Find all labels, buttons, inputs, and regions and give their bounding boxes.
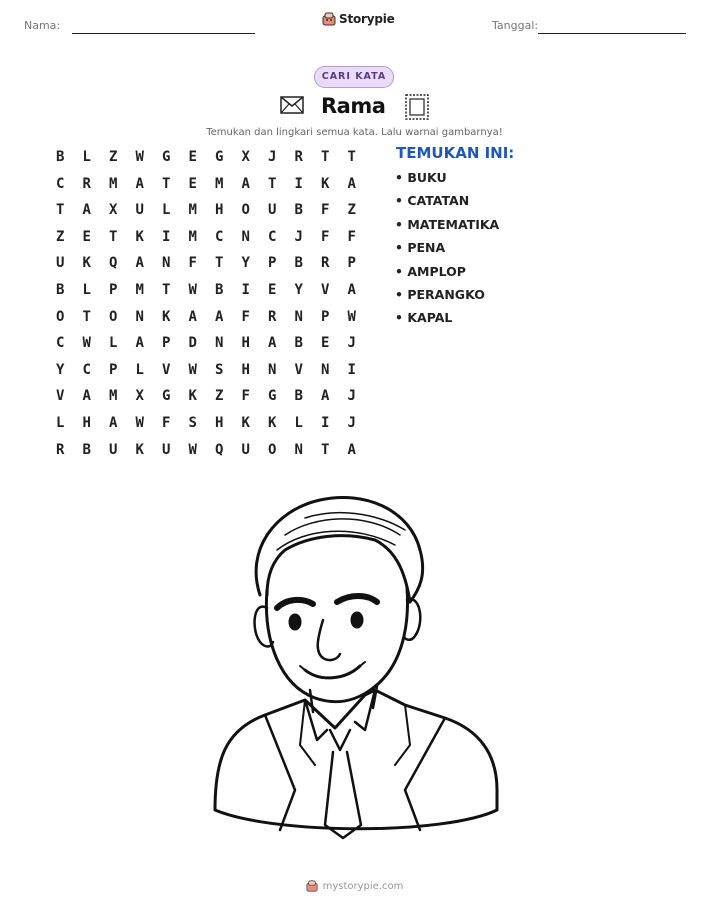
- grid-letter[interactable]: W: [82, 335, 91, 352]
- grid-letter[interactable]: M: [215, 175, 224, 192]
- brand-name: Storypie: [339, 12, 395, 26]
- name-line[interactable]: [72, 33, 255, 34]
- grid-letter[interactable]: T: [162, 175, 171, 192]
- grid-letter[interactable]: E: [188, 175, 197, 192]
- grid-letter[interactable]: H: [241, 361, 250, 378]
- grid-letter[interactable]: A: [82, 388, 91, 405]
- grid-letter[interactable]: Z: [347, 202, 356, 219]
- grid-letter[interactable]: M: [188, 202, 197, 219]
- grid-letter[interactable]: J: [347, 388, 356, 405]
- grid-letter[interactable]: N: [215, 335, 224, 352]
- grid-letter[interactable]: E: [188, 149, 197, 165]
- grid-row: [47, 280, 365, 307]
- grid-letter[interactable]: F: [241, 388, 250, 405]
- grid-letter[interactable]: P: [162, 335, 171, 352]
- grid-letter[interactable]: J: [347, 414, 356, 431]
- grid-letter[interactable]: W: [188, 281, 197, 298]
- grid-letter[interactable]: S: [215, 361, 224, 378]
- grid-letter[interactable]: A: [135, 255, 144, 272]
- grid-letter[interactable]: O: [109, 308, 118, 325]
- grid-row: [47, 200, 365, 227]
- grid-letter[interactable]: F: [321, 202, 330, 219]
- grid-letter[interactable]: I: [162, 228, 171, 245]
- grid-letter[interactable]: A: [109, 414, 118, 431]
- grid-letter[interactable]: R: [294, 149, 303, 165]
- grid-letter[interactable]: V: [294, 361, 303, 378]
- grid-letter[interactable]: A: [215, 308, 224, 325]
- grid-letter[interactable]: T: [82, 308, 91, 325]
- grid-letter[interactable]: N: [162, 255, 171, 272]
- envelope-icon: [280, 96, 304, 114]
- grid-row: [47, 253, 365, 280]
- grid-letter[interactable]: O: [56, 308, 65, 325]
- grid-letter[interactable]: G: [215, 149, 224, 165]
- grid-letter[interactable]: K: [135, 441, 144, 458]
- grid-letter[interactable]: A: [347, 441, 356, 458]
- word-search-grid: [47, 147, 365, 466]
- grid-letter[interactable]: T: [321, 441, 330, 458]
- grid-letter[interactable]: N: [321, 361, 330, 378]
- grid-letter[interactable]: M: [109, 388, 118, 405]
- footer-url[interactable]: mystorypie.com: [322, 880, 404, 892]
- grid-letter[interactable]: K: [82, 255, 91, 272]
- grid-letter[interactable]: T: [347, 149, 356, 165]
- word-label: PERANGKO: [407, 286, 485, 302]
- grid-letter[interactable]: N: [268, 361, 277, 378]
- grid-letter[interactable]: Q: [215, 441, 224, 458]
- grid-letter[interactable]: F: [241, 308, 250, 325]
- grid-letter[interactable]: L: [109, 335, 118, 352]
- grid-letter[interactable]: U: [162, 441, 171, 458]
- grid-letter[interactable]: F: [162, 414, 171, 431]
- grid-letter[interactable]: U: [109, 441, 118, 458]
- grid-letter[interactable]: K: [135, 228, 144, 245]
- grid-letter[interactable]: V: [321, 281, 330, 298]
- storypie-logo-icon: [322, 12, 336, 26]
- postage-stamp-icon: [404, 93, 430, 121]
- grid-letter[interactable]: E: [321, 335, 330, 352]
- storypie-logo-icon: [306, 880, 318, 892]
- date-label: Tanggal:: [492, 19, 539, 32]
- grid-letter[interactable]: N: [294, 441, 303, 458]
- grid-letter[interactable]: R: [82, 175, 91, 192]
- grid-letter[interactable]: T: [268, 175, 277, 192]
- category-badge: CARI KATA: [314, 66, 394, 88]
- title-row: [0, 92, 709, 124]
- grid-letter[interactable]: S: [188, 414, 197, 431]
- grid-letter[interactable]: C: [215, 228, 224, 245]
- grid-letter[interactable]: A: [347, 175, 356, 192]
- grid-letter[interactable]: A: [347, 281, 356, 298]
- word-label: CATATAN: [407, 193, 470, 209]
- grid-letter[interactable]: P: [109, 361, 118, 378]
- grid-letter[interactable]: L: [294, 414, 303, 431]
- grid-letter[interactable]: T: [321, 149, 330, 165]
- grid-letter[interactable]: T: [162, 281, 171, 298]
- grid-letter[interactable]: A: [82, 202, 91, 219]
- grid-letter[interactable]: E: [268, 281, 277, 298]
- grid-letter[interactable]: Z: [109, 149, 118, 165]
- grid-letter[interactable]: C: [82, 361, 91, 378]
- grid-letter[interactable]: U: [241, 441, 250, 458]
- grid-letter[interactable]: B: [56, 281, 65, 298]
- grid-letter[interactable]: K: [321, 175, 330, 192]
- grid-letter[interactable]: A: [135, 335, 144, 352]
- grid-letter[interactable]: H: [215, 202, 224, 219]
- word-list: [395, 170, 499, 334]
- grid-letter[interactable]: A: [268, 335, 277, 352]
- word-item: • PENA: [395, 240, 446, 256]
- grid-letter[interactable]: J: [347, 335, 356, 352]
- grid-letter[interactable]: K: [188, 388, 197, 405]
- grid-letter[interactable]: T: [109, 228, 118, 245]
- grid-letter[interactable]: X: [241, 149, 250, 165]
- grid-letter[interactable]: L: [135, 361, 144, 378]
- grid-letter[interactable]: G: [268, 388, 277, 405]
- grid-letter[interactable]: I: [241, 281, 250, 298]
- grid-letter[interactable]: Y: [294, 281, 303, 298]
- grid-letter[interactable]: B: [215, 281, 224, 298]
- grid-letter[interactable]: X: [135, 388, 144, 405]
- grid-letter[interactable]: U: [135, 202, 144, 219]
- grid-letter[interactable]: B: [294, 255, 303, 272]
- word-item: • PERANGKO: [395, 286, 485, 302]
- grid-letter[interactable]: F: [347, 228, 356, 245]
- grid-letter[interactable]: R: [56, 441, 65, 458]
- word-item: • BUKU: [395, 170, 447, 185]
- grid-letter[interactable]: I: [347, 361, 356, 378]
- grid-letter[interactable]: T: [215, 255, 224, 272]
- page-title: Rama: [321, 94, 386, 118]
- grid-letter[interactable]: L: [162, 202, 171, 219]
- find-list-title: TEMUKAN INI:: [396, 144, 515, 162]
- grid-letter[interactable]: W: [135, 149, 144, 165]
- word-label: PENA: [407, 240, 446, 256]
- grid-letter[interactable]: W: [188, 361, 197, 378]
- grid-letter[interactable]: W: [347, 308, 356, 325]
- grid-letter[interactable]: U: [56, 255, 65, 272]
- grid-letter[interactable]: Z: [215, 388, 224, 405]
- grid-letter[interactable]: J: [268, 149, 277, 165]
- grid-letter[interactable]: O: [241, 202, 250, 219]
- grid-letter[interactable]: R: [268, 308, 277, 325]
- grid-letter[interactable]: N: [294, 308, 303, 325]
- grid-row: [47, 307, 365, 334]
- grid-row: [47, 440, 365, 467]
- grid-letter[interactable]: K: [268, 414, 277, 431]
- date-line[interactable]: [538, 33, 686, 34]
- grid-letter[interactable]: B: [294, 335, 303, 352]
- grid-letter[interactable]: B: [56, 149, 65, 165]
- grid-letter[interactable]: H: [82, 414, 91, 431]
- grid-row: [47, 360, 365, 387]
- grid-letter[interactable]: Y: [56, 361, 65, 378]
- grid-letter[interactable]: D: [188, 335, 197, 352]
- grid-letter[interactable]: X: [109, 202, 118, 219]
- grid-letter[interactable]: N: [241, 228, 250, 245]
- grid-letter[interactable]: O: [268, 441, 277, 458]
- grid-letter[interactable]: B: [294, 202, 303, 219]
- word-item: • KAPAL: [395, 310, 453, 326]
- grid-letter[interactable]: I: [294, 175, 303, 192]
- grid-row: [47, 413, 365, 440]
- footer: [0, 880, 709, 892]
- grid-letter[interactable]: Q: [109, 255, 118, 272]
- grid-letter[interactable]: A: [321, 388, 330, 405]
- grid-letter[interactable]: C: [56, 175, 65, 192]
- grid-letter[interactable]: U: [268, 202, 277, 219]
- grid-letter[interactable]: P: [347, 255, 356, 272]
- grid-letter[interactable]: L: [82, 281, 91, 298]
- grid-letter[interactable]: C: [56, 335, 65, 352]
- grid-letter[interactable]: R: [321, 255, 330, 272]
- grid-letter[interactable]: W: [188, 441, 197, 458]
- grid-letter[interactable]: H: [241, 335, 250, 352]
- word-item: • AMPLOP: [395, 263, 466, 279]
- grid-row: [47, 386, 365, 413]
- word-label: MATEMATIKA: [407, 216, 500, 232]
- grid-letter[interactable]: F: [321, 228, 330, 245]
- grid-letter[interactable]: G: [162, 388, 171, 405]
- grid-row: [47, 174, 365, 201]
- grid-letter[interactable]: K: [162, 308, 171, 325]
- word-label: KAPAL: [407, 310, 453, 326]
- grid-letter[interactable]: A: [135, 175, 144, 192]
- grid-letter[interactable]: F: [188, 255, 197, 272]
- grid-letter[interactable]: Y: [241, 255, 250, 272]
- word-item: • CATATAN: [395, 193, 470, 209]
- grid-letter[interactable]: N: [135, 308, 144, 325]
- brand: [322, 12, 395, 26]
- grid-letter[interactable]: H: [215, 414, 224, 431]
- grid-letter[interactable]: L: [56, 414, 65, 431]
- grid-letter[interactable]: T: [56, 202, 65, 219]
- grid-letter[interactable]: V: [162, 361, 171, 378]
- grid-row: [47, 147, 365, 174]
- grid-letter[interactable]: A: [188, 308, 197, 325]
- grid-letter[interactable]: B: [294, 388, 303, 405]
- grid-letter[interactable]: C: [268, 228, 277, 245]
- grid-letter[interactable]: V: [56, 388, 65, 405]
- grid-letter[interactable]: E: [82, 228, 91, 245]
- grid-letter[interactable]: G: [162, 149, 171, 165]
- grid-letter[interactable]: I: [321, 414, 330, 431]
- grid-letter[interactable]: M: [109, 175, 118, 192]
- grid-letter[interactable]: W: [135, 414, 144, 431]
- grid-letter[interactable]: P: [321, 308, 330, 325]
- word-label: AMPLOP: [407, 263, 466, 279]
- instructions: Temukan dan lingkari semua kata. Lalu warnai gambarnya!: [206, 127, 503, 138]
- man-portrait-illustration: [205, 490, 505, 850]
- grid-row: [47, 227, 365, 254]
- grid-letter[interactable]: K: [241, 414, 250, 431]
- grid-letter[interactable]: P: [109, 281, 118, 298]
- name-label: Nama:: [24, 19, 61, 32]
- grid-letter[interactable]: P: [268, 255, 277, 272]
- grid-letter[interactable]: B: [82, 441, 91, 458]
- word-label: BUKU: [407, 170, 447, 185]
- grid-letter[interactable]: Z: [56, 228, 65, 245]
- grid-letter[interactable]: M: [188, 228, 197, 245]
- grid-letter[interactable]: M: [135, 281, 144, 298]
- grid-letter[interactable]: L: [82, 149, 91, 165]
- grid-letter[interactable]: J: [294, 228, 303, 245]
- grid-letter[interactable]: A: [241, 175, 250, 192]
- word-item: • MATEMATIKA: [395, 216, 500, 232]
- grid-row: [47, 333, 365, 360]
